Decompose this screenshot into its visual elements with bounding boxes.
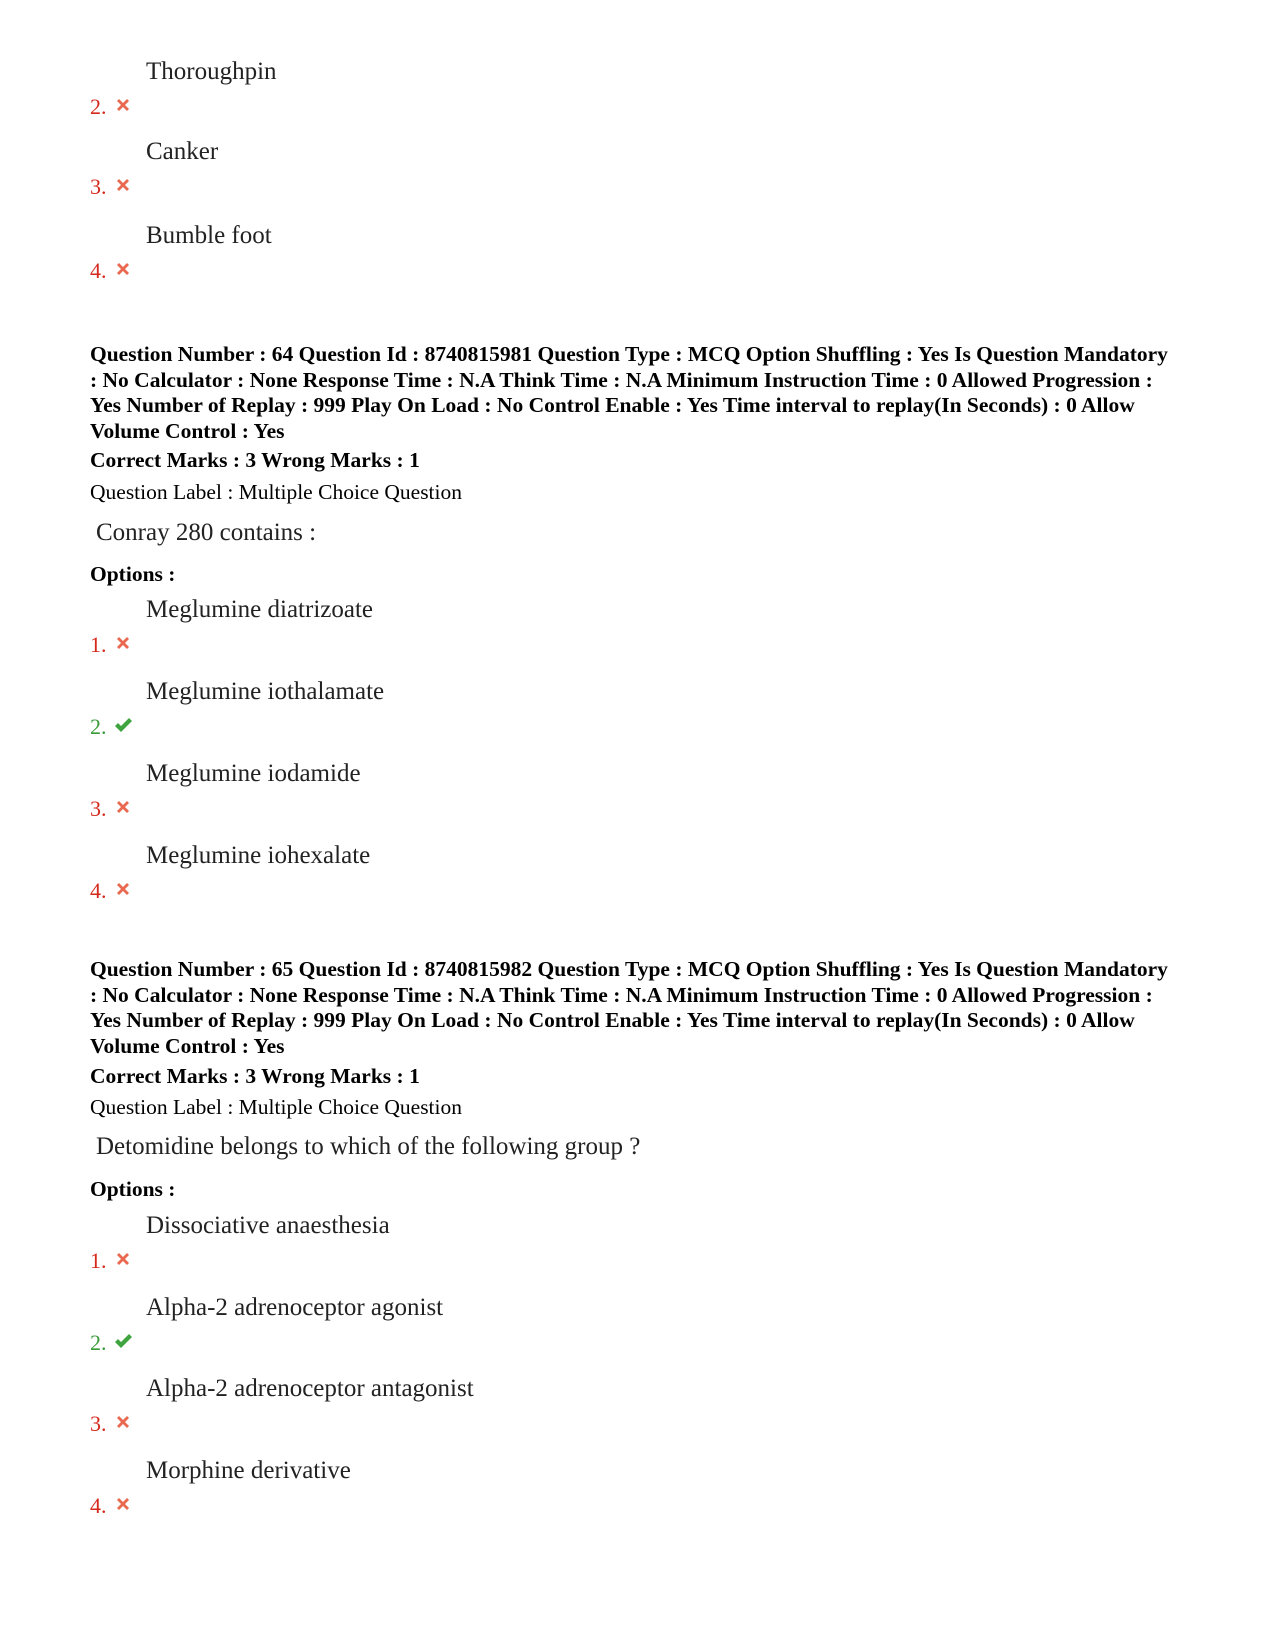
question-label: Question Label : Multiple Choice Question: [90, 1095, 463, 1119]
question-stem: Detomidine belongs to which of the following group ?: [96, 1133, 641, 1160]
option-item: [90, 222, 790, 282]
check-icon: [114, 1332, 132, 1350]
cross-icon: [114, 176, 132, 194]
option-text: Meglumine iodamide: [146, 760, 361, 787]
option-text: Alpha-2 adrenoceptor agonist: [146, 1294, 444, 1321]
option-number: 3.: [90, 1411, 107, 1436]
cross-icon: [114, 1413, 132, 1431]
question-marks: Correct Marks : 3 Wrong Marks : 1: [90, 1064, 420, 1088]
option-number: 2.: [90, 1330, 107, 1355]
option-number: 1.: [90, 632, 107, 657]
option-text: Thoroughpin: [146, 58, 277, 85]
option-number: 2.: [90, 714, 107, 739]
option-item: [90, 1212, 790, 1272]
option-item: [90, 1294, 790, 1354]
cross-icon: [114, 1250, 132, 1268]
option-item: [90, 58, 790, 118]
question-meta: Question Number : 64 Question Id : 8740815981 Question Type : MCQ Option Shuffling : Yes Is Question Mandatory : No Calculator : None Response Time : N.A Think Time : N.A Minimum Instruction Time : 0 Allowed Progression : Yes Number of Replay : 999 Play On Load : No Control Enable : Yes Time interval to replay(In Seconds) : 0 Allow Volume Control : Yes: [90, 342, 1168, 443]
question-stem: Conray 280 contains :: [96, 519, 317, 546]
option-item: [90, 760, 790, 820]
question-meta: Question Number : 65 Question Id : 8740815982 Question Type : MCQ Option Shuffling : Yes Is Question Mandatory : No Calculator : None Response Time : N.A Think Time : N.A Minimum Instruction Time : 0 Allowed Progression : Yes Number of Replay : 999 Play On Load : No Control Enable : Yes Time interval to replay(In Seconds) : 0 Allow Volume Control : Yes: [90, 957, 1168, 1058]
question-label: Question Label : Multiple Choice Question: [90, 480, 463, 504]
option-number: 3.: [90, 174, 107, 199]
check-icon: [114, 716, 132, 734]
option-item: [90, 1375, 790, 1435]
option-text: Canker: [146, 138, 219, 165]
cross-icon: [114, 260, 132, 278]
cross-icon: [114, 1495, 132, 1513]
cross-icon: [114, 880, 132, 898]
option-item: [90, 678, 790, 738]
cross-icon: [114, 96, 132, 114]
option-text: Bumble foot: [146, 222, 272, 249]
option-item: [90, 596, 790, 656]
option-number: 2.: [90, 94, 107, 119]
option-item: [90, 1457, 790, 1517]
option-text: Alpha-2 adrenoceptor antagonist: [146, 1375, 474, 1402]
option-number: 4.: [90, 258, 107, 283]
question-marks: Correct Marks : 3 Wrong Marks : 1: [90, 448, 420, 472]
option-number: 4.: [90, 878, 107, 903]
option-number: 1.: [90, 1248, 107, 1273]
cross-icon: [114, 798, 132, 816]
option-number: 3.: [90, 796, 107, 821]
cross-icon: [114, 634, 132, 652]
option-text: Meglumine iohexalate: [146, 842, 371, 869]
option-text: Dissociative anaesthesia: [146, 1212, 390, 1239]
options-heading: Options :: [90, 1177, 176, 1201]
option-item: [90, 138, 790, 198]
option-item: [90, 842, 790, 902]
options-heading: Options :: [90, 562, 176, 586]
option-text: Morphine derivative: [146, 1457, 351, 1484]
option-number: 4.: [90, 1493, 107, 1518]
option-text: Meglumine iothalamate: [146, 678, 385, 705]
option-text: Meglumine diatrizoate: [146, 596, 374, 623]
